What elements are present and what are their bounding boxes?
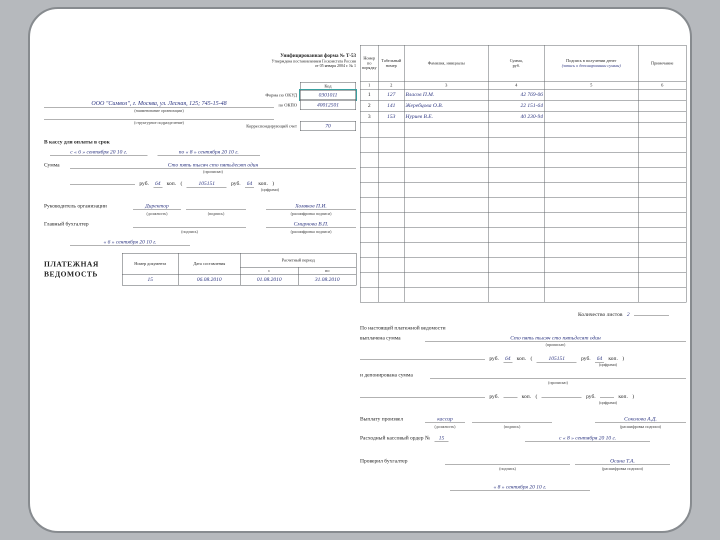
- cell-note: [638, 100, 686, 111]
- cell-empty: [404, 152, 488, 167]
- cell-empty: [404, 242, 488, 257]
- cell-empty: [360, 122, 378, 137]
- sign-caption: (подпись): [207, 211, 225, 216]
- chief-name: Смирнова В.П.: [266, 221, 356, 228]
- cell-empty: [378, 272, 404, 287]
- amount-label: Сумма: [44, 162, 60, 168]
- empty-row: [360, 227, 686, 242]
- doc-date-header: Дата составления: [178, 253, 240, 274]
- rub-label: руб.: [581, 355, 591, 362]
- cell-empty: [638, 272, 686, 287]
- cell-empty: [404, 137, 488, 152]
- cell-empty: [404, 197, 488, 212]
- cell-sum: 22 151-64: [488, 100, 544, 111]
- rub-label: руб.: [489, 393, 499, 400]
- table-header-row: [360, 45, 686, 81]
- check-date: « 8 » сентября 20 10 г.: [450, 484, 590, 491]
- cell-empty: [638, 242, 686, 257]
- name-caption: (расшифровка подписи): [620, 424, 661, 429]
- sign-caption: (подпись): [503, 424, 521, 429]
- form-number: Унифицированная форма № Т-53: [280, 53, 356, 59]
- cell-empty: [378, 182, 404, 197]
- blank-line: [70, 180, 135, 185]
- form-approval: Утверждена постановлением Госкомстата России: [271, 58, 356, 64]
- close-paren: ): [632, 393, 635, 400]
- deposited-digits-line: [360, 393, 637, 400]
- column-index: 4: [488, 81, 544, 89]
- col-header-sign: [544, 45, 638, 81]
- kop-label: коп.: [608, 355, 618, 362]
- title-line-1: ПЛАТЕЖНАЯ: [44, 260, 99, 269]
- rub-label: руб.: [139, 180, 149, 187]
- period-from-value: 01.08.2010: [240, 274, 298, 285]
- cell-num: 2: [360, 100, 378, 111]
- payer-post: кассир: [425, 416, 465, 423]
- paid-kop: 64: [596, 355, 603, 362]
- cell-empty: [360, 197, 378, 212]
- blank-line: [360, 355, 485, 360]
- payroll-table: [360, 45, 687, 303]
- cell-empty: [404, 287, 488, 302]
- empty-row: [360, 122, 686, 137]
- blank-line: [503, 393, 517, 398]
- rub-label: руб.: [489, 355, 499, 362]
- cell-empty: [488, 167, 544, 182]
- unit-caption: (структурное подразделение): [134, 120, 184, 125]
- open-paren: (: [530, 355, 533, 362]
- kop-label: коп.: [521, 393, 532, 400]
- cell-tab: 127: [378, 89, 404, 100]
- name-caption: (расшифровка подписи): [290, 211, 332, 216]
- cell-name: Жеребцова О.В.: [404, 100, 488, 111]
- pay-to-date: по « 8 » сентября 20 10 г.: [158, 149, 261, 156]
- document-page: [28, 7, 692, 533]
- sheet-count: [578, 311, 672, 318]
- document-title: [44, 260, 119, 280]
- column-index: 5: [544, 81, 638, 89]
- amount-digits-line: [70, 180, 277, 187]
- post-caption: (должность): [146, 211, 168, 216]
- amount-words: Сто пять тысяч сто пятьдесят один: [70, 162, 356, 169]
- rub-label: руб.: [586, 393, 596, 400]
- cell-empty: [360, 137, 378, 152]
- cell-empty: [378, 227, 404, 242]
- cell-empty: [404, 257, 488, 272]
- name-caption: (расшифровка подписи): [602, 466, 643, 471]
- amount-digits: 105151: [187, 181, 227, 188]
- name-caption: (расшифровка подписи): [290, 229, 332, 234]
- payer-name: Соколова А.Д.: [595, 416, 686, 423]
- checker-label: Проверил бухгалтер: [360, 458, 408, 464]
- cell-empty: [488, 227, 544, 242]
- unit-blank-line: [44, 119, 274, 120]
- cell-empty: [360, 272, 378, 287]
- sheet-info-values: [122, 274, 356, 285]
- deposited-digits-caption: (цифрами): [599, 400, 617, 405]
- payroll-table-body: [360, 89, 686, 302]
- kop-label: коп.: [166, 180, 177, 187]
- amount-words-caption: (прописью): [203, 169, 223, 174]
- corr-account-label: Корреспондирующий счет: [246, 123, 297, 129]
- cell-sign: [544, 89, 638, 100]
- column-index: 1: [360, 81, 378, 89]
- cell-empty: [638, 287, 686, 302]
- rko-date: с « 8 » сентября 20 10 г.: [525, 435, 650, 442]
- cell-empty: [544, 272, 638, 287]
- cell-empty: [544, 257, 638, 272]
- empty-row: [360, 212, 686, 227]
- cell-empty: [488, 242, 544, 257]
- checker-signature-line: [445, 465, 570, 466]
- rko-label: Расходный кассовый ордер №: [360, 435, 431, 441]
- cell-empty: [544, 242, 638, 257]
- cell-empty: [404, 167, 488, 182]
- cell-empty: [404, 227, 488, 242]
- empty-row: [360, 287, 686, 302]
- sheet-count-value: 2: [626, 311, 630, 318]
- cell-num: 1: [360, 89, 378, 100]
- sign-caption: (подпись): [181, 229, 198, 234]
- form-header: [156, 53, 356, 68]
- cell-empty: [544, 227, 638, 242]
- cell-empty: [638, 182, 686, 197]
- amount-kop: 64: [246, 180, 253, 187]
- rub-label: руб.: [231, 180, 241, 187]
- col-header-num: Номер по порядку: [360, 45, 378, 81]
- sum-header-line2: руб.: [512, 62, 520, 68]
- cell-note: [638, 111, 686, 122]
- column-index: 6: [638, 81, 686, 89]
- okud-label: Форма по ОКУД: [265, 92, 297, 98]
- close-paren: ): [622, 355, 625, 362]
- deposited-words-caption: (прописью): [548, 380, 568, 385]
- cell-empty: [544, 122, 638, 137]
- approval-date: « 6 » сентября 20 10 г.: [70, 239, 190, 246]
- org-name-caption: (наименование организации): [134, 108, 184, 113]
- empty-row: [360, 152, 686, 167]
- cell-empty: [638, 137, 686, 152]
- payer-signature-line: [472, 423, 552, 424]
- sign-header-line1: Подпись в получении денег: [566, 57, 617, 63]
- head-signature-line: [186, 210, 246, 211]
- empty-row: [360, 137, 686, 152]
- open-paren: (: [180, 180, 183, 187]
- col-header-note: Примечание: [638, 45, 686, 81]
- cell-empty: [360, 287, 378, 302]
- cell-sign: [544, 111, 638, 122]
- sheet-info-table: [122, 253, 357, 286]
- cell-empty: [360, 152, 378, 167]
- amount-kop: 64: [155, 180, 161, 187]
- cell-sign: [544, 100, 638, 111]
- empty-row: [360, 197, 686, 212]
- empty-row: [360, 272, 686, 287]
- cell-empty: [404, 272, 488, 287]
- cell-empty: [378, 152, 404, 167]
- cell-sum: 42 769-06: [488, 89, 544, 100]
- empty-row: [360, 182, 686, 197]
- cell-empty: [488, 212, 544, 227]
- cell-empty: [378, 137, 404, 152]
- cell-empty: [378, 257, 404, 272]
- cell-empty: [488, 287, 544, 302]
- form-approval-date: от 05 января 2004 г. № 1: [314, 63, 356, 68]
- employee-row: [360, 89, 686, 100]
- cell-empty: [488, 137, 544, 152]
- cell-empty: [378, 197, 404, 212]
- cell-empty: [488, 122, 544, 137]
- cell-empty: [360, 242, 378, 257]
- cell-empty: [544, 197, 638, 212]
- empty-row: [360, 167, 686, 182]
- period-from-header: с: [240, 267, 298, 274]
- col-header-name: Фамилия, инициалы: [404, 45, 488, 81]
- code-header-cell: Код: [300, 82, 356, 90]
- kop-label: коп.: [258, 180, 268, 187]
- cell-empty: [404, 182, 488, 197]
- paid-digits: 105151: [537, 356, 577, 363]
- paid-kop: 64: [505, 355, 511, 362]
- chief-label: Главный бухгалтер: [44, 221, 89, 227]
- cell-tab: 153: [378, 111, 404, 122]
- col-header-tab: Табельный номер: [378, 45, 404, 81]
- cell-tab: 141: [378, 100, 404, 111]
- payer-label: Выплату произвел: [360, 416, 404, 422]
- blank-line: [634, 311, 669, 316]
- title-line-2: ВЕДОМОСТЬ: [44, 270, 98, 279]
- kop-label: коп.: [618, 393, 628, 400]
- column-index-row: [360, 81, 686, 89]
- cell-empty: [488, 182, 544, 197]
- period-header: Расчетный период: [240, 253, 356, 267]
- okpo-label: по ОКПО: [278, 102, 297, 108]
- rko-number: 15: [434, 435, 448, 442]
- footer-intro: По настоящей платежной ведомости: [360, 325, 446, 331]
- kop-label: коп.: [516, 355, 527, 362]
- doc-date-value: 06.08.2010: [178, 274, 240, 285]
- paid-words-caption: (прописью): [545, 342, 566, 347]
- doc-number-value: 15: [122, 274, 178, 285]
- head-post: Директор: [133, 203, 181, 210]
- doc-number-header: Номер документа: [122, 253, 178, 274]
- paid-label: выплачена сумма: [360, 335, 401, 341]
- cell-sum: 40 230-94: [488, 111, 544, 122]
- cell-empty: [378, 242, 404, 257]
- cell-empty: [378, 287, 404, 302]
- sum-header-line1: Сумма,: [509, 57, 523, 63]
- cell-empty: [638, 122, 686, 137]
- cell-empty: [638, 152, 686, 167]
- paid-digits-line: [360, 355, 627, 362]
- post-caption: (должность): [434, 424, 456, 429]
- open-paren: (: [535, 393, 538, 400]
- pay-from-date: с « 6 » сентября 20 10 г.: [50, 149, 148, 156]
- checker-name: Осина Т.А.: [575, 458, 670, 465]
- cashbox-intro: В кассу для оплаты в срок: [44, 139, 110, 145]
- deposited-label: и депонирована сумма: [360, 372, 413, 378]
- cell-empty: [360, 167, 378, 182]
- sign-caption: (подпись): [499, 466, 516, 471]
- cell-empty: [488, 152, 544, 167]
- head-name: Хомяков П.И.: [266, 203, 356, 210]
- column-index: 3: [404, 81, 488, 89]
- head-label: Руководитель организации: [44, 203, 107, 209]
- sheet-info-header: [122, 253, 356, 267]
- cell-empty: [544, 167, 638, 182]
- cell-name: Власов П.М.: [404, 89, 488, 100]
- sheet-count-label: Количество листов: [578, 311, 623, 318]
- blank-line: [360, 393, 485, 398]
- empty-row: [360, 257, 686, 272]
- cell-empty: [638, 257, 686, 272]
- cell-empty: [544, 182, 638, 197]
- cell-empty: [360, 182, 378, 197]
- payroll-form: [30, 9, 692, 533]
- cell-empty: [360, 257, 378, 272]
- col-header-sum: [488, 45, 544, 81]
- cell-empty: [360, 212, 378, 227]
- cell-empty: [638, 167, 686, 182]
- blank-line: [600, 393, 614, 398]
- blank-line: [542, 393, 582, 398]
- employee-row: [360, 100, 686, 111]
- cell-empty: [544, 137, 638, 152]
- cell-empty: [544, 152, 638, 167]
- chief-signature-line: [133, 228, 246, 229]
- org-name: ООО "Символ", г. Москва, ул. Лесная, 125; 745-15-48: [44, 100, 274, 107]
- cell-empty: [488, 197, 544, 212]
- corr-account-cell: 70: [300, 121, 356, 131]
- cell-empty: [378, 167, 404, 182]
- cell-empty: [360, 227, 378, 242]
- cell-empty: [638, 212, 686, 227]
- cell-note: [638, 89, 686, 100]
- cell-num: 3: [360, 111, 378, 122]
- amount-digits-caption: (цифрами): [261, 187, 279, 192]
- empty-row: [360, 242, 686, 257]
- cell-empty: [404, 212, 488, 227]
- column-index: 2: [378, 81, 404, 89]
- cell-empty: [488, 257, 544, 272]
- cell-empty: [638, 227, 686, 242]
- rko-line: [360, 435, 451, 442]
- period-to-value: 31.08.2010: [298, 274, 356, 285]
- okud-code-cell: 0301011: [300, 90, 356, 100]
- employee-row: [360, 111, 686, 122]
- cell-name: Нуриев В.Е.: [404, 111, 488, 122]
- deposited-words-line: [430, 379, 686, 380]
- cell-empty: [378, 122, 404, 137]
- cell-empty: [378, 212, 404, 227]
- cell-empty: [544, 287, 638, 302]
- paid-digits-caption: (цифрами): [599, 362, 617, 367]
- cell-empty: [544, 212, 638, 227]
- cell-empty: [488, 272, 544, 287]
- cell-empty: [404, 122, 488, 137]
- paid-words: Сто пять тысяч сто пятьдесят один: [425, 335, 686, 342]
- okpo-code-cell: 40012501: [300, 100, 356, 110]
- period-to-header: по: [298, 267, 356, 274]
- sign-header-line2: (запись о депонировании суммы): [561, 62, 621, 68]
- close-paren: ): [272, 180, 275, 187]
- cell-empty: [638, 197, 686, 212]
